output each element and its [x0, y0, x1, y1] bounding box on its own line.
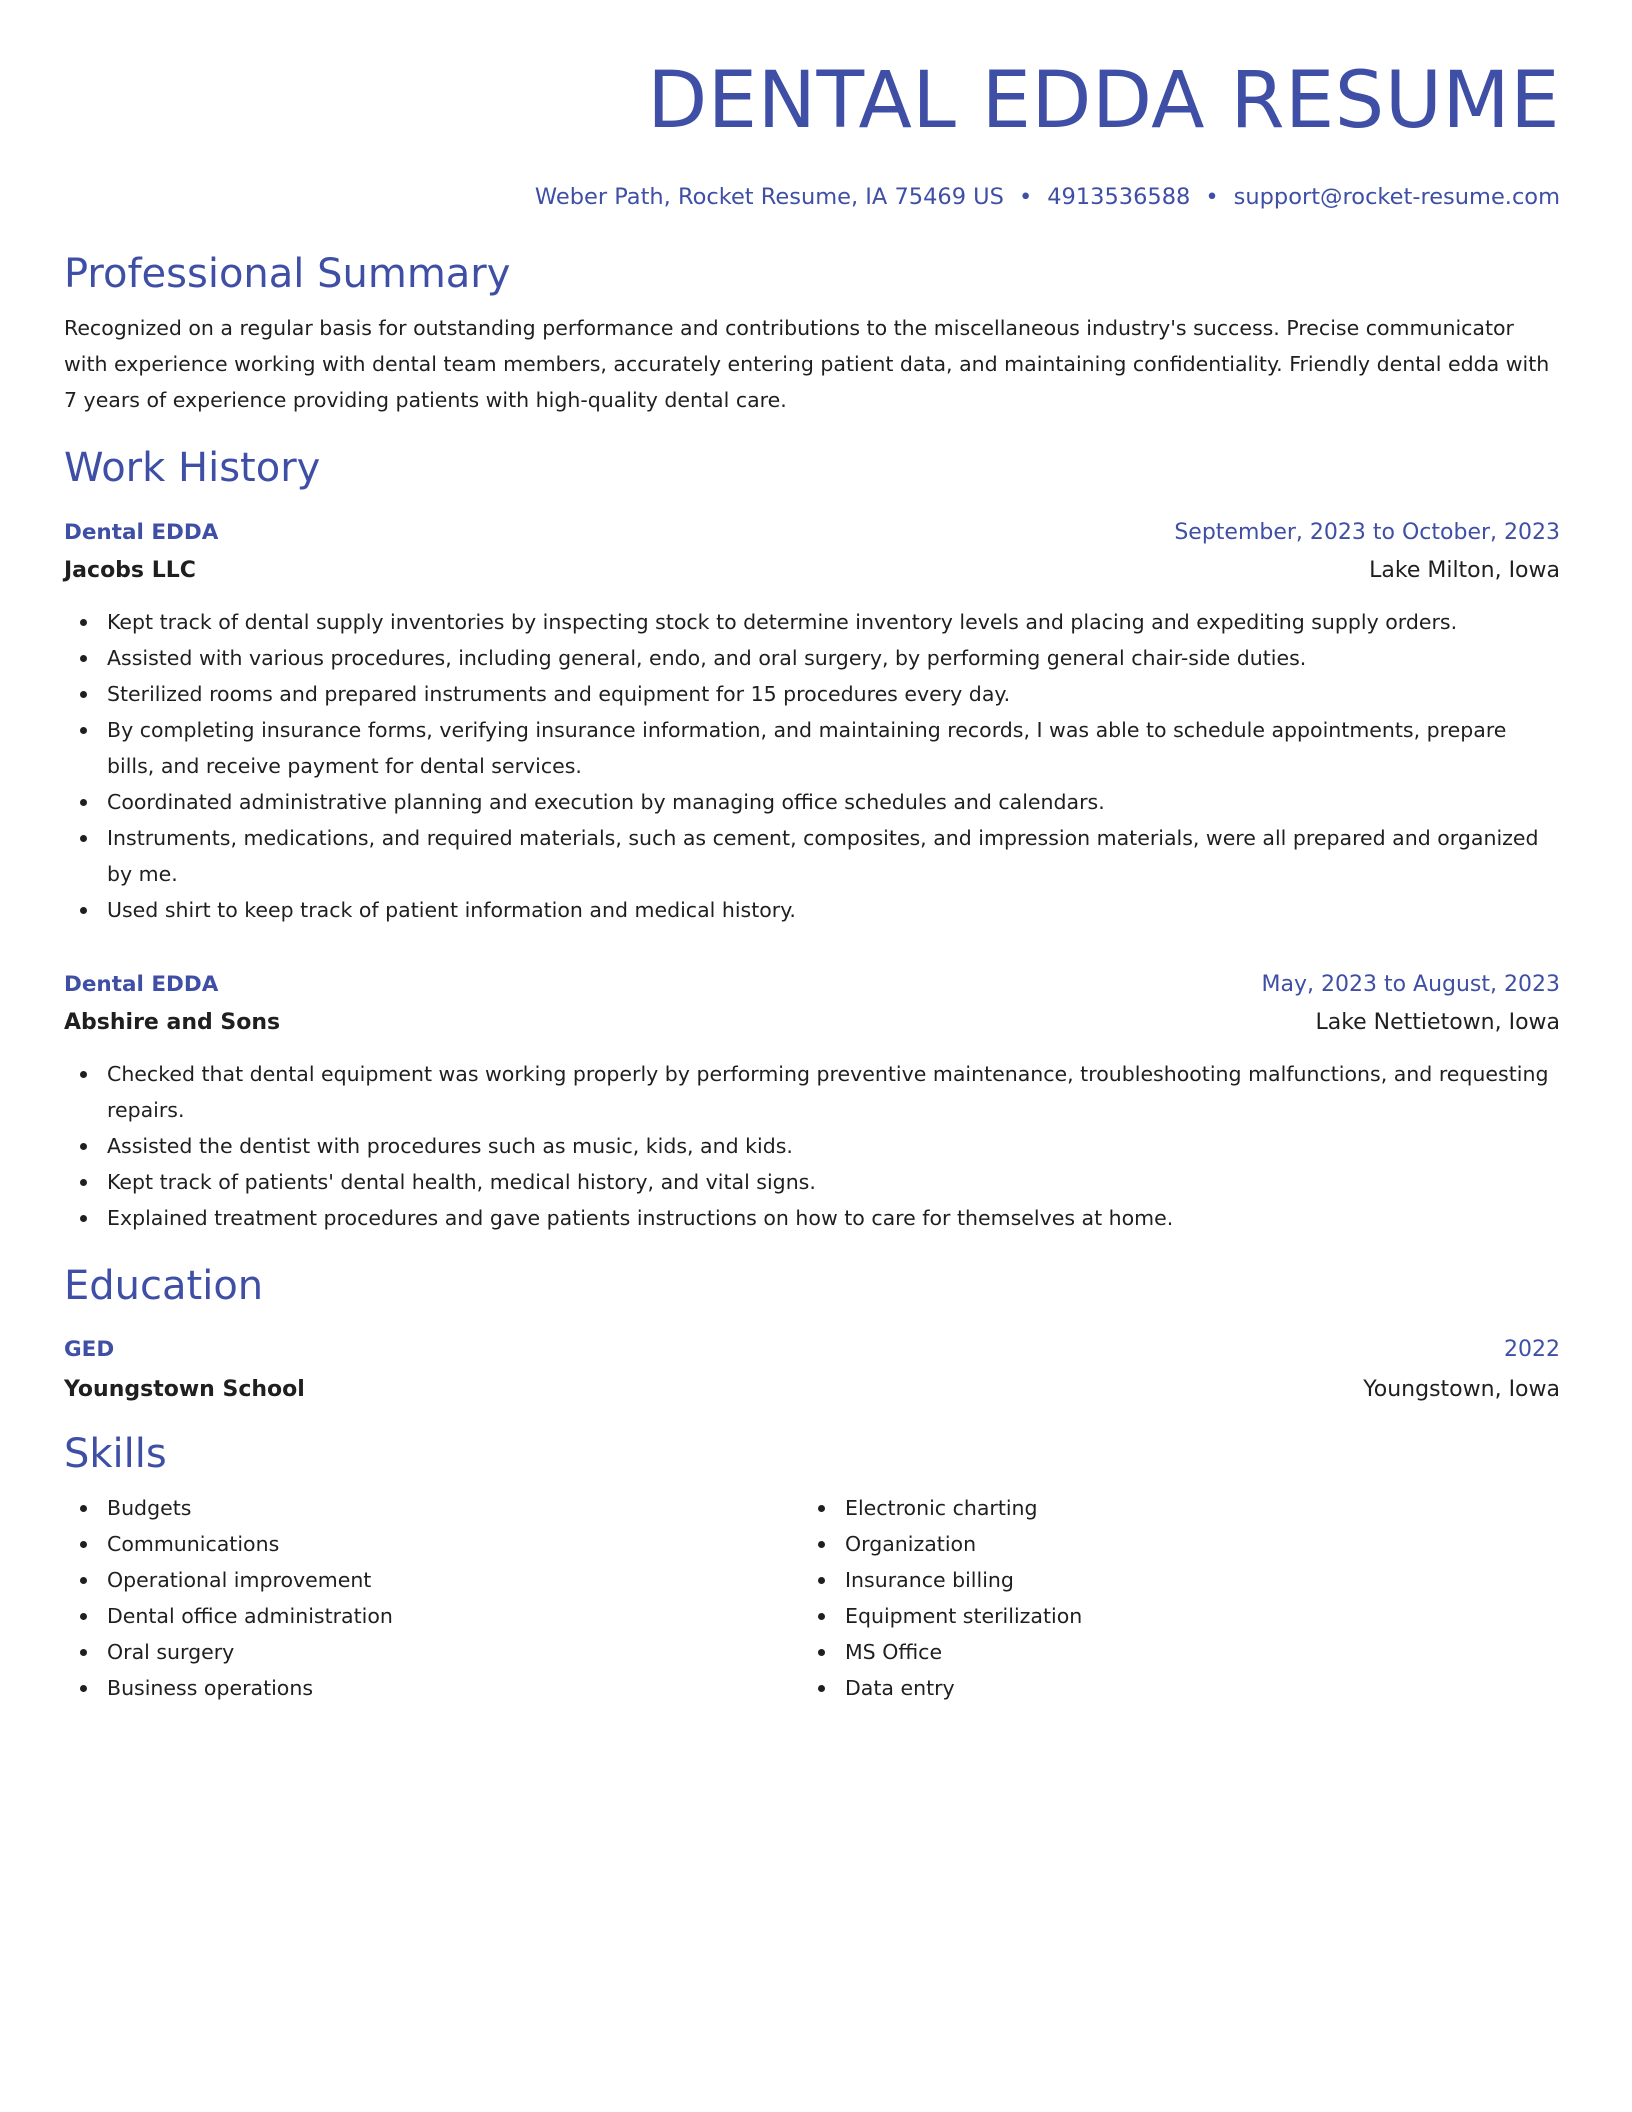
- list-item: Assisted with various procedures, including general, endo, and oral surgery, by performing general chair-side duties.: [64, 640, 1560, 676]
- skill-item: Budgets: [64, 1490, 802, 1526]
- skill-item: Operational improvement: [64, 1562, 802, 1598]
- skill-item: Insurance billing: [802, 1562, 1540, 1598]
- list-item: Instruments, medications, and required materials, such as cement, composites, and impression materials, were all prepared and organized by me.: [64, 820, 1560, 892]
- skill-item: Oral surgery: [64, 1634, 802, 1670]
- skill-item: Equipment sterilization: [802, 1598, 1540, 1634]
- graduation-year: 2022: [1504, 1337, 1560, 1362]
- summary-heading: Professional Summary: [64, 251, 511, 297]
- skill-item: Data entry: [802, 1670, 1540, 1706]
- phone-text: 4913536588: [1047, 184, 1191, 210]
- summary-text: Recognized on a regular basis for outstanding performance and contributions to the miscellaneous industry's success. Precise communicator with experience working with dental team members, accurately entering patient data, and maintaining confidentiality. Friendly dental edda with 7 years of experience providing patients with high-quality dental care.: [64, 316, 1550, 412]
- skill-item: Electronic charting: [802, 1490, 1540, 1526]
- skill-item: Communications: [64, 1526, 802, 1562]
- skills-list-left: [64, 1490, 802, 1706]
- job-dates: May, 2023 to August, 2023: [1261, 972, 1560, 997]
- list-item: Coordinated administrative planning and execution by managing office schedules and calendars.: [64, 784, 1560, 820]
- list-item: Used shirt to keep track of patient information and medical history.: [64, 892, 1560, 928]
- separator-dot: •: [1018, 184, 1033, 210]
- job-company-row: [64, 1004, 1560, 1042]
- work-history-heading: Work History: [64, 445, 321, 491]
- list-item: Explained treatment procedures and gave patients instructions on how to care for themselves at home.: [64, 1200, 1560, 1236]
- skill-item: Organization: [802, 1526, 1540, 1562]
- job-location: Lake Nettietown, Iowa: [1315, 1010, 1560, 1035]
- skills-columns: [64, 1490, 1560, 1706]
- email-link[interactable]: support@rocket-resume.com: [1233, 184, 1560, 210]
- job-location: Lake Milton, Iowa: [1369, 558, 1560, 583]
- school-name: Youngstown School: [64, 1377, 305, 1402]
- resume-page: [64, 0, 1560, 1706]
- company-name: Jacobs LLC: [64, 558, 196, 583]
- company-name: Abshire and Sons: [64, 1010, 281, 1035]
- skill-item: MS Office: [802, 1634, 1540, 1670]
- education-heading: Education: [64, 1263, 264, 1309]
- education-header-row: [64, 1330, 1560, 1370]
- job-title: Dental EDDA: [64, 520, 219, 545]
- separator-dot: •: [1205, 184, 1219, 210]
- job-header-row: [64, 966, 1560, 1004]
- skill-item: Dental office administration: [64, 1598, 802, 1634]
- job-header-row: [64, 514, 1560, 552]
- job-entry: [64, 966, 1560, 1236]
- school-location: Youngstown, Iowa: [1363, 1377, 1560, 1402]
- job-company-row: [64, 552, 1560, 590]
- list-item: Sterilized rooms and prepared instruments and equipment for 15 procedures every day.: [64, 676, 1560, 712]
- job-title: Dental EDDA: [64, 972, 219, 997]
- resume-name: DENTAL EDDA RESUME: [647, 56, 1560, 146]
- job-duties-list: [64, 1056, 1560, 1236]
- list-item: Kept track of patients' dental health, medical history, and vital signs.: [64, 1164, 1560, 1200]
- list-item: Assisted the dentist with procedures such as music, kids, and kids.: [64, 1128, 1560, 1164]
- skills-heading: Skills: [64, 1431, 167, 1477]
- job-entry: [64, 514, 1560, 928]
- address-text: Weber Path, Rocket Resume, IA 75469 US: [534, 184, 1004, 210]
- contact-line: [64, 182, 1560, 212]
- job-dates: September, 2023 to October, 2023: [1174, 520, 1560, 545]
- list-item: Kept track of dental supply inventories by inspecting stock to determine inventory levels and placing and expediting supply orders.: [64, 604, 1560, 640]
- education-school-row: [64, 1370, 1560, 1410]
- list-item: Checked that dental equipment was working properly by performing preventive maintenance, troubleshooting malfunctions, and requesting repairs.: [64, 1056, 1560, 1128]
- list-item: By completing insurance forms, verifying insurance information, and maintaining records, I was able to schedule appointments, prepare bills, and receive payment for dental services.: [64, 712, 1560, 784]
- skill-item: Business operations: [64, 1670, 802, 1706]
- education-entry: [64, 1330, 1560, 1410]
- job-duties-list: [64, 604, 1560, 928]
- degree: GED: [64, 1337, 115, 1362]
- skills-list-right: [802, 1490, 1540, 1706]
